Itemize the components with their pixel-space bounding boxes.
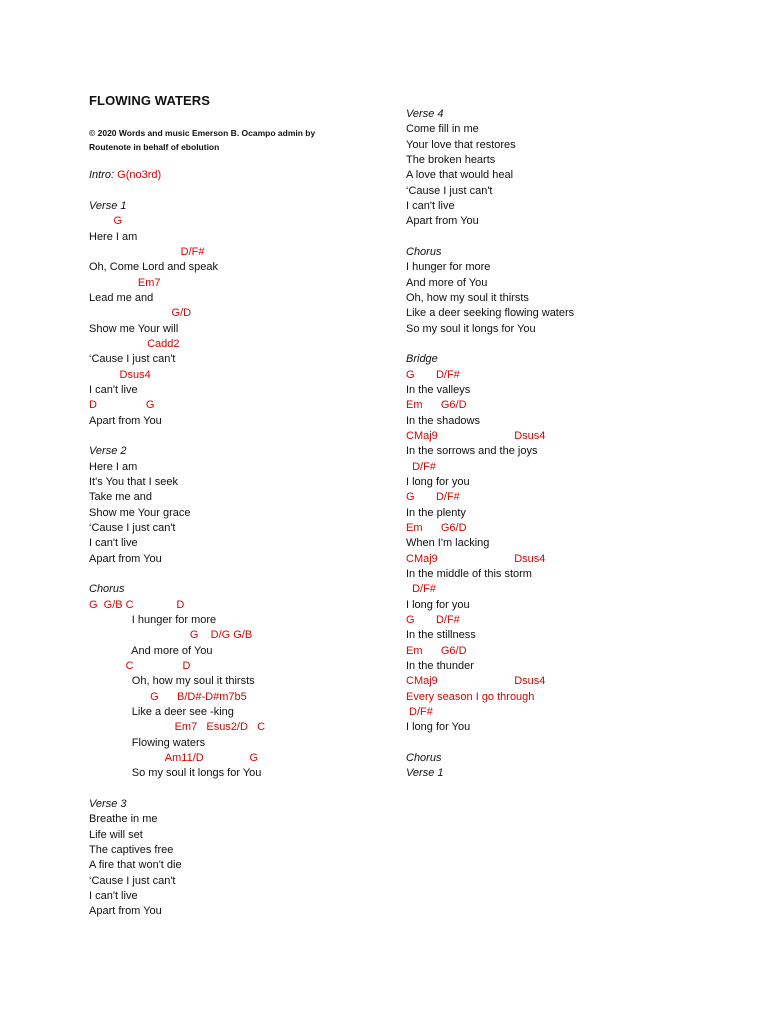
lyric-line: I can't live	[89, 537, 138, 550]
lyric-line: Oh, how my soul it thirsts	[406, 291, 529, 304]
section-label: Chorus	[89, 583, 125, 596]
lyric-line: Apart from You	[89, 552, 162, 565]
lyric-line: I can't live	[406, 199, 455, 212]
lyric-line: And more of You	[406, 276, 488, 289]
lyric-line: In the plenty	[406, 506, 466, 519]
chord-line: CMaj9 Dsus4	[406, 552, 546, 565]
chord-line: Em G6/D	[406, 644, 467, 657]
lyric-line: ‘Cause I just can't	[89, 874, 176, 887]
lyric-line: I hunger for more	[406, 261, 491, 274]
lyric-line: I long for you	[406, 475, 470, 488]
lyric-line: Here I am	[89, 460, 138, 473]
lyric-line: In the thunder	[406, 659, 474, 672]
chord-line: Cadd2	[89, 337, 180, 350]
chord-line: CMaj9 Dsus4	[406, 675, 546, 688]
copyright-line-1: © 2020 Words and music Emerson B. Ocampo admin by	[89, 128, 316, 138]
lyric-line: I can't live	[89, 889, 138, 902]
lyric-line: Flowing waters	[89, 736, 206, 749]
chord-line: Em G6/D	[406, 399, 467, 412]
lyric-line: Apart from You	[406, 215, 479, 228]
section-label: Bridge	[406, 353, 438, 366]
chord-line: G D/F#	[406, 491, 460, 504]
lyric-line: Show me Your grace	[89, 506, 191, 519]
chord-line: G D/F#	[406, 613, 460, 626]
section-label: Verse 2	[89, 445, 127, 458]
lyric-line: Breathe in me	[89, 813, 158, 826]
lyric-line: Like a deer seeking flowing waters	[406, 307, 575, 320]
chord-line: G G/B C D	[89, 598, 185, 611]
lyric-line: A love that would heal	[406, 169, 514, 182]
lyric-line: In the shadows	[406, 414, 480, 427]
lyric-line: Oh, how my soul it thirsts	[89, 675, 255, 688]
lyric-line: I can't live	[89, 383, 138, 396]
lyric-line: Show me Your will	[89, 322, 179, 335]
section-label: Verse 1	[89, 200, 127, 212]
lyric-line: Like a deer see -king	[89, 705, 234, 718]
chord-line: Am11/D G	[89, 751, 259, 764]
chord-line: D/F#	[89, 245, 205, 258]
lyric-line: ‘Cause I just can't	[89, 521, 176, 534]
chord-line: D/F#	[406, 583, 436, 596]
lyric-line: I long for you	[406, 598, 470, 611]
section-label: Verse 3	[89, 797, 127, 810]
lyric-line: Apart from You	[89, 414, 162, 427]
lyric-line: Take me and	[89, 491, 152, 504]
intro-chord: G(no3rd)	[117, 169, 162, 181]
chord-line: D G	[89, 399, 155, 412]
lyric-line: I long for You	[406, 721, 471, 734]
section-label: Chorus	[406, 245, 442, 258]
section-label: Verse 4	[406, 108, 444, 120]
chord-line: G/D	[89, 307, 192, 320]
chord-line: Dsus4	[89, 368, 151, 381]
section-label: Verse 1	[406, 767, 444, 780]
lyric-line: Lead me and	[89, 291, 154, 304]
lyric-line: It's You that I seek	[89, 475, 178, 488]
intro-line	[89, 168, 161, 183]
lyric-line: So my soul it longs for You	[89, 767, 262, 780]
lyric-line: So my soul it longs for You	[406, 322, 536, 335]
song-title: FLOWING WATERS	[89, 93, 211, 108]
chord-line: C D	[89, 659, 191, 672]
intro-label: Intro:	[89, 169, 115, 181]
lyric-line: In the stillness	[406, 629, 476, 642]
lyric-line: The broken hearts	[406, 153, 496, 166]
lyric-line: Your love that restores	[406, 138, 516, 151]
chord-line: Em7	[89, 276, 161, 289]
chord-line: D/F#	[406, 460, 436, 473]
chord-line: G D/G G/B	[89, 629, 253, 642]
lyric-line: The captives free	[89, 843, 174, 856]
lyric-line: In the valleys	[406, 383, 471, 396]
chord-line: Em7 Esus2/D C	[89, 721, 266, 734]
lyric-line: ‘Cause I just can't	[406, 184, 493, 197]
lyric-line: And more of You	[89, 644, 213, 657]
copyright-line-2: Routenote in behalf of ebolution	[89, 142, 220, 152]
lyric-line: Oh, Come Lord and speak	[89, 261, 219, 274]
lyric-line: Life will set	[89, 828, 143, 841]
lyric-line: I hunger for more	[89, 613, 217, 626]
chord-line: G	[89, 215, 123, 228]
lyric-line: When I'm lacking	[406, 537, 490, 550]
lyric-line: A fire that won't die	[89, 859, 182, 872]
chord-line: CMaj9 Dsus4	[406, 429, 546, 442]
lyric-line: Here I am	[89, 230, 138, 243]
chord-line: G B/D#-D#m7b5	[89, 690, 247, 703]
lyric-line: In the middle of this storm	[406, 567, 532, 580]
chord-line: D/F#	[406, 705, 433, 718]
chord-line: G D/F#	[406, 368, 460, 381]
lyric-line: ‘Cause I just can't	[89, 353, 176, 366]
lyric-line: Apart from You	[89, 905, 162, 918]
chord-line: Every season I go through	[406, 690, 535, 703]
lyric-line: In the sorrows and the joys	[406, 445, 538, 458]
chord-line: Em G6/D	[406, 521, 467, 534]
lyric-line: Come fill in me	[406, 123, 479, 136]
section-label: Chorus	[406, 751, 442, 764]
